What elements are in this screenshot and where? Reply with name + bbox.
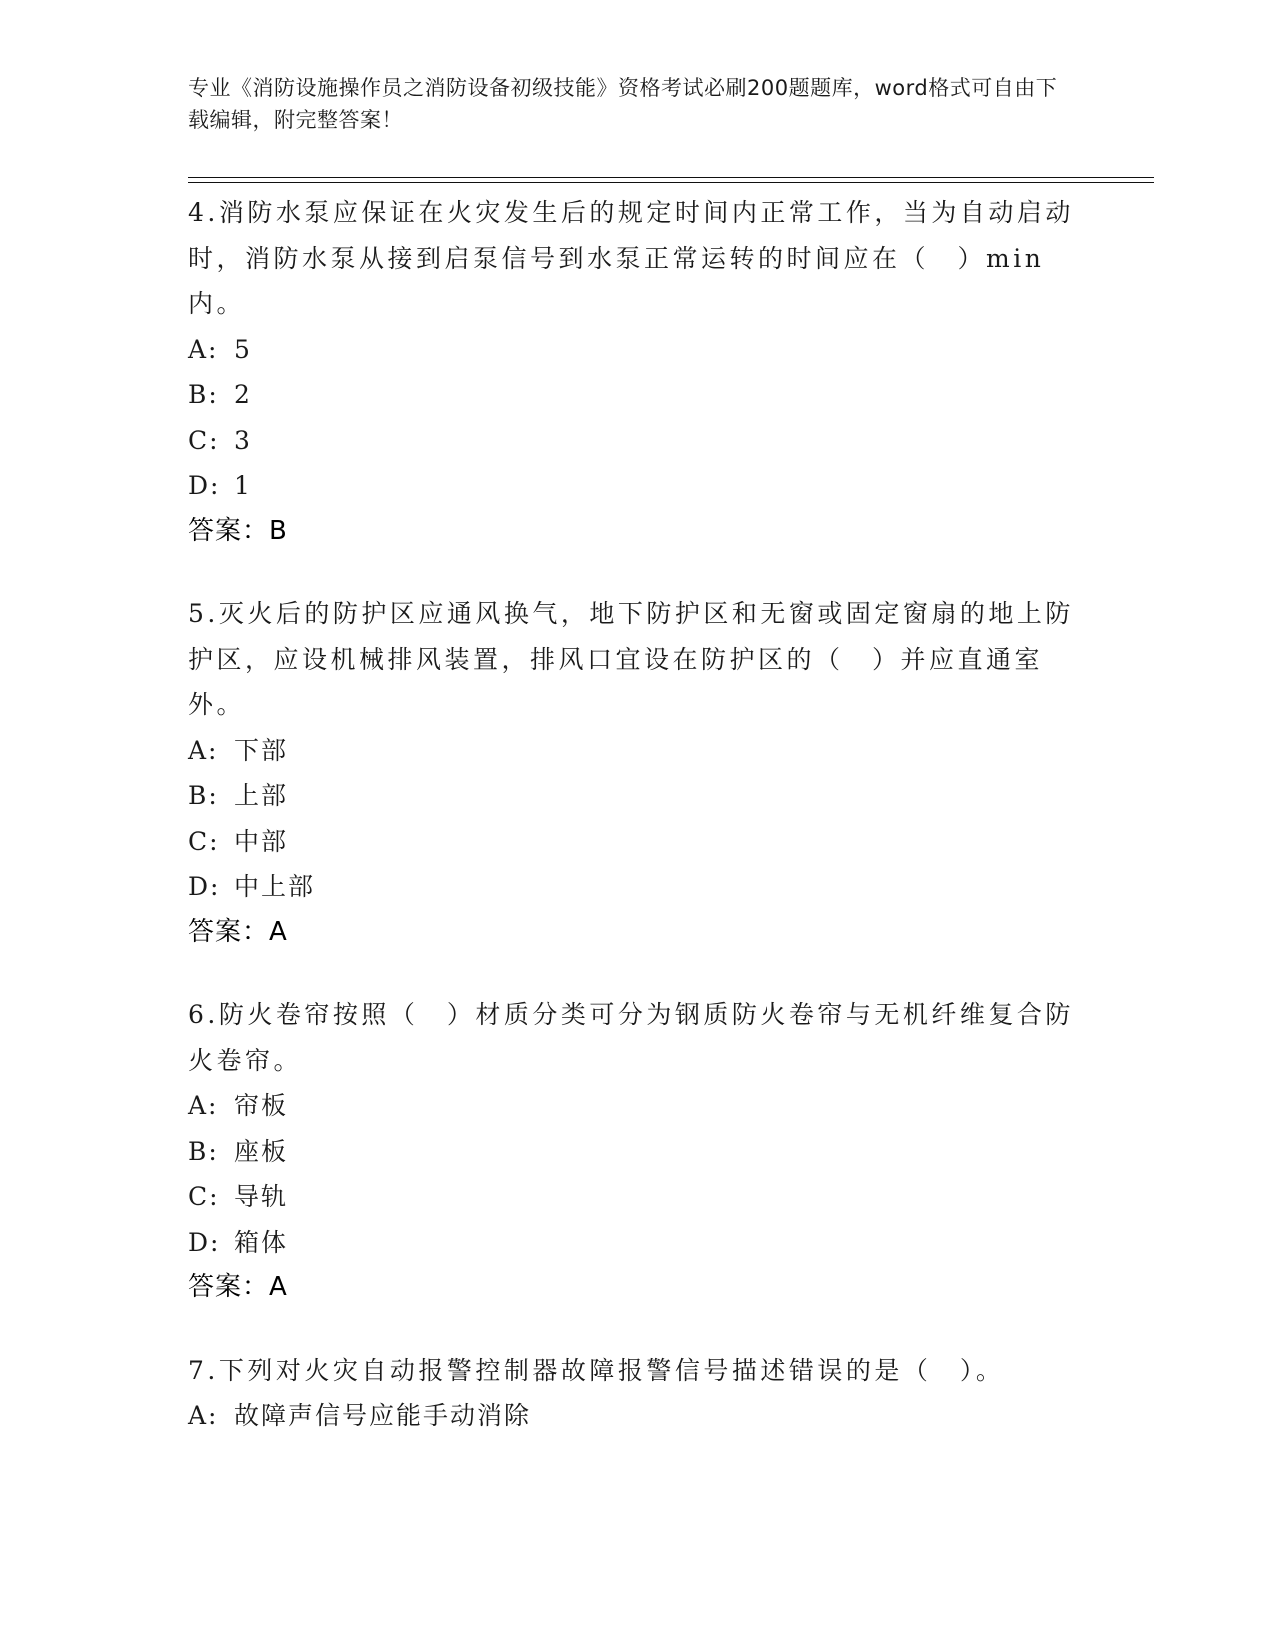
option-text: 下部 <box>234 735 289 765</box>
option-text: 箱体 <box>234 1227 289 1257</box>
option-text: 3 <box>234 425 252 455</box>
answer-line: 答案：A <box>188 1272 288 1302</box>
document-header: 专业《消防设施操作员之消防设备初级技能》资格考试必刷200题题库，word格式可自由下载编辑，附完整答案！ <box>188 76 1058 132</box>
header-rule-bottom <box>188 182 1154 183</box>
question-stem: 5.灭火后的防护区应通风换气，地下防护区和无窗或固定窗扇的地上防护区，应设机械排风装置，排风口宜设在防护区的（ ）并应直通室外。 <box>188 599 1074 719</box>
option-d <box>188 1220 1088 1266</box>
option-key: A: <box>188 334 219 364</box>
option-text: 导轨 <box>234 1182 289 1211</box>
option-text: 中部 <box>234 826 289 856</box>
option-key: A: <box>188 735 219 765</box>
option-text: 1 <box>234 471 252 500</box>
option-text: 座板 <box>234 1136 289 1166</box>
option-a <box>188 327 1088 373</box>
question-6 <box>188 992 1088 1311</box>
option-key: A: <box>188 1401 219 1430</box>
option-key: D: <box>188 1227 221 1257</box>
answer-line: 答案：B <box>188 515 288 546</box>
option-c <box>188 418 1088 464</box>
option-text: 5 <box>234 334 252 364</box>
option-key: A: <box>188 1091 219 1120</box>
question-7 <box>188 1348 1088 1439</box>
option-key: B: <box>188 380 219 409</box>
question-stem: 4.消防水泵应保证在火灾发生后的规定时间内正常工作，当为自动启动时，消防水泵从接到启泵信号到水泵正常运转的时间应在（ ）min内。 <box>188 198 1074 318</box>
option-key: B: <box>188 1136 219 1166</box>
answer-line: 答案：A <box>188 916 288 947</box>
option-key: D: <box>188 872 221 901</box>
option-key: C: <box>188 826 220 856</box>
option-b <box>188 773 1088 819</box>
question-stem: 6.防火卷帘按照（ ）材质分类可分为钢质防火卷帘与无机纤维复合防火卷帘。 <box>188 1000 1074 1075</box>
option-key: D: <box>188 471 221 500</box>
option-text: 中上部 <box>234 872 316 901</box>
question-5 <box>188 591 1088 955</box>
option-text: 上部 <box>234 781 289 810</box>
option-c <box>188 1174 1088 1220</box>
option-a <box>188 1393 1088 1439</box>
option-d <box>188 864 1088 910</box>
option-text: 2 <box>234 380 252 409</box>
question-stem: 7.下列对火灾自动报警控制器故障报警信号描述错误的是（ ）。 <box>188 1355 1005 1385</box>
option-b <box>188 1129 1088 1175</box>
option-text: 故障声信号应能手动消除 <box>234 1401 532 1430</box>
option-key: B: <box>188 781 219 810</box>
option-b <box>188 372 1088 418</box>
option-a <box>188 1083 1088 1129</box>
header-rule-top <box>188 177 1154 178</box>
option-text: 帘板 <box>234 1091 289 1120</box>
question-4 <box>188 190 1088 554</box>
option-key: C: <box>188 1182 220 1211</box>
option-c <box>188 819 1088 865</box>
option-key: C: <box>188 425 220 455</box>
option-d <box>188 463 1088 509</box>
option-a <box>188 728 1088 774</box>
question-list <box>188 190 1088 1476</box>
